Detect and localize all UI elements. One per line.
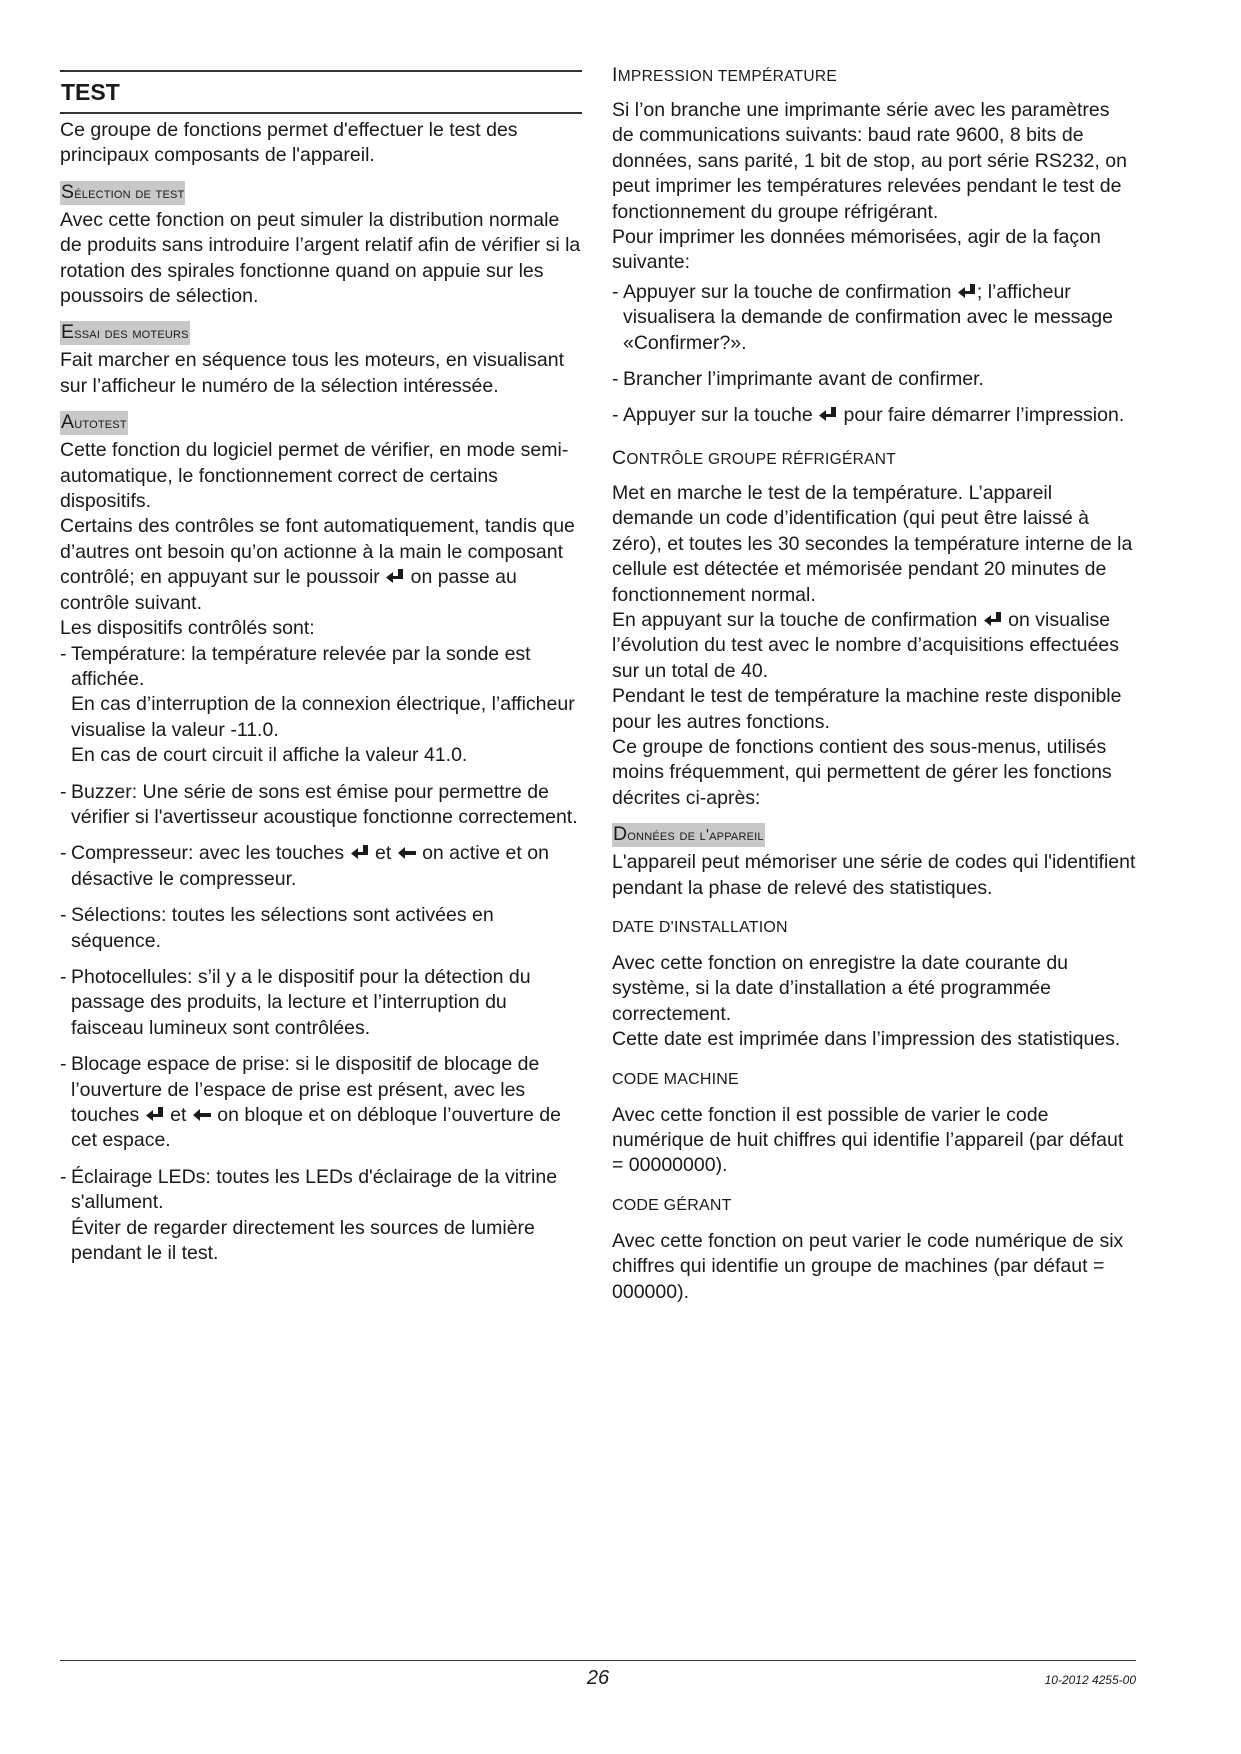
- heading-code-gerant: CODE GÉRANT: [612, 1196, 732, 1214]
- donnees-text: L'appareil peut mémoriser une série de codes qui l'identifient pendant la phase de relevé des statistiques.: [612, 851, 1136, 899]
- date-paragraph-1: Avec cette fonction on enregistre la date courante du système, si la date d’installation a été programmée correctement.: [612, 951, 1069, 1025]
- autotest-paragraph-2: Certains des contrôles se font automatiquement, tandis que d’autres ont besoin qu’on actionne à la main le composant contrôlé; en appuyant sur le poussoir on passe au contrôle suivant.: [60, 515, 575, 614]
- selection-de-test-text: Avec cette fonction on peut simuler la distribution normale de produits sans introduire l’argent relatif afin de vérifier si la rotation des spirales fonctionne quand on appuie sur les poussoirs de sélection.: [60, 208, 581, 308]
- document-code: 10-2012 4255-00: [1044, 1673, 1136, 1687]
- enter-key-icon: [145, 1106, 165, 1124]
- code-gerant-text: Avec cette fonction on peut varier le code numérique de six chiffres qui identifie un groupe de machines (par défaut = 000000).: [612, 1229, 1124, 1303]
- code-machine-text: Avec cette fonction il est possible de varier le code numérique de huit chiffres qui identifie l’appareil (par défaut = 00000000).: [612, 1103, 1124, 1177]
- enter-key-icon: [983, 611, 1003, 629]
- impression-paragraph-1: Si l’on branche une imprimante série avec les paramètres de communications suivants: baud rate 9600, 8 bits de données, sans parité, 1 bit de stop, au port série RS232, on peut imprimer les températures relevées pendant le test de fonctionnement du groupe réfrigérant.: [612, 99, 1127, 223]
- heading-donnees-de-l-appareil: Données de l'appareil: [613, 823, 764, 846]
- controle-paragraph-4: pour les autres fonctions.: [612, 710, 830, 733]
- page-number: 26: [586, 1667, 610, 1689]
- enter-key-icon: [957, 283, 977, 301]
- heading-date-d-installation: DATE D'INSTALLATION: [612, 918, 788, 936]
- impression-steps: [612, 280, 1136, 429]
- list-item: - Appuyer sur la touche pour faire démarrer l’impression.: [612, 403, 1136, 428]
- autotest-paragraph-1: Cette fonction du logiciel permet de vérifier, en mode semi-automatique, le fonctionnement correct de certains dispositifs.: [60, 439, 569, 513]
- enter-key-icon: [350, 844, 370, 862]
- list-item: - Brancher l’imprimante avant de confirmer.: [612, 367, 1136, 392]
- back-arrow-key-icon: [192, 1106, 212, 1124]
- controle-paragraph-5: Ce groupe de fonctions contient des sous-menus, utilisés moins fréquemment, qui permettent de gérer les fonctions décrites ci-après:: [612, 735, 1112, 809]
- list-item: - Compresseur: avec les touches et on active et on désactive le compresseur.: [60, 841, 582, 892]
- date-paragraph-2: Cette date est imprimée dans l’impression des statistiques.: [612, 1028, 1121, 1051]
- controle-paragraph-3: Pendant le test de température la machine reste disponible: [612, 685, 1122, 708]
- devices-list: [60, 642, 582, 1267]
- controle-paragraph-1: Met en marche le test de la température. L’appareil demande un code d’identification (qui peut être laissé à zéro), et toutes les 30 secondes la température interne de la cellule est détectée et mémorisée pendant 20 minutes de fonctionnement normal.: [612, 481, 1133, 606]
- heading-selection-de-test: Sélection de test: [61, 180, 185, 203]
- heading-autotest: Autotest: [61, 411, 127, 434]
- list-item: - Photocellules: s’il y a le dispositif pour la détection du passage des produits, la lecture et l’interruption du faisceau lumineux sont contrôlées.: [60, 965, 582, 1041]
- list-item: - Appuyer sur la touche de confirmation ; l’afficheur visualisera la demande de confirmation avec le message «Confirmer?».: [612, 280, 1136, 356]
- enter-key-icon: [818, 406, 838, 424]
- heading-impression-temperature: IMPRESSION TEMPÉRATURE: [612, 64, 838, 86]
- autotest-paragraph-3: Les dispositifs contrôlés sont:: [60, 617, 315, 640]
- list-item: - Température: la température relevée par la sonde est affichée. En cas d’interruption de la connexion électrique, l’afficheur visualise la valeur -11.0. En cas de court circuit il affiche la valeur 41.0.: [60, 642, 582, 769]
- list-item: - Sélections: toutes les sélections sont activées en séquence.: [60, 903, 582, 954]
- page-footer: [60, 1660, 1136, 1689]
- enter-key-icon: [385, 568, 405, 586]
- essai-des-moteurs-text: Fait marcher en séquence tous les moteurs, en visualisant sur l’afficheur le numéro de la sélection intéressée.: [60, 349, 565, 397]
- section-title: TEST: [60, 70, 582, 114]
- impression-paragraph-2: Pour imprimer les données mémorisées, agir de la façon suivante:: [612, 226, 1101, 274]
- heading-essai-des-moteurs: Essai des moteurs: [61, 321, 189, 344]
- back-arrow-key-icon: [397, 844, 417, 862]
- heading-controle-groupe-refrigerant: CONTRÔLE GROUPE RÉFRIGÉRANT: [612, 446, 896, 469]
- list-item: - Blocage espace de prise: si le dispositif de blocage de l’ouverture de l’espace de prise est présent, avec les touches et on bloque et on débloque l’ouverture de cet espace.: [60, 1052, 582, 1154]
- controle-paragraph-2: En appuyant sur la touche de confirmation on visualise l’évolution du test avec le nombre d’acquisitions effectuées sur un total de 40.: [612, 608, 1119, 682]
- right-column: [612, 64, 1136, 1305]
- heading-code-machine: CODE MACHINE: [612, 1070, 739, 1088]
- left-column: [60, 70, 582, 1277]
- list-item: - Buzzer: Une série de sons est émise pour permettre de vérifier si l'avertisseur acoustique fonctionne correctement.: [60, 780, 582, 831]
- list-item: - Éclairage LEDs: toutes les LEDs d'éclairage de la vitrine s'allument. Éviter de regarder directement les sources de lumière pendant le il test.: [60, 1165, 582, 1267]
- intro-paragraph: Ce groupe de fonctions permet d'effectuer le test des principaux composants de l'appareil.: [60, 119, 518, 167]
